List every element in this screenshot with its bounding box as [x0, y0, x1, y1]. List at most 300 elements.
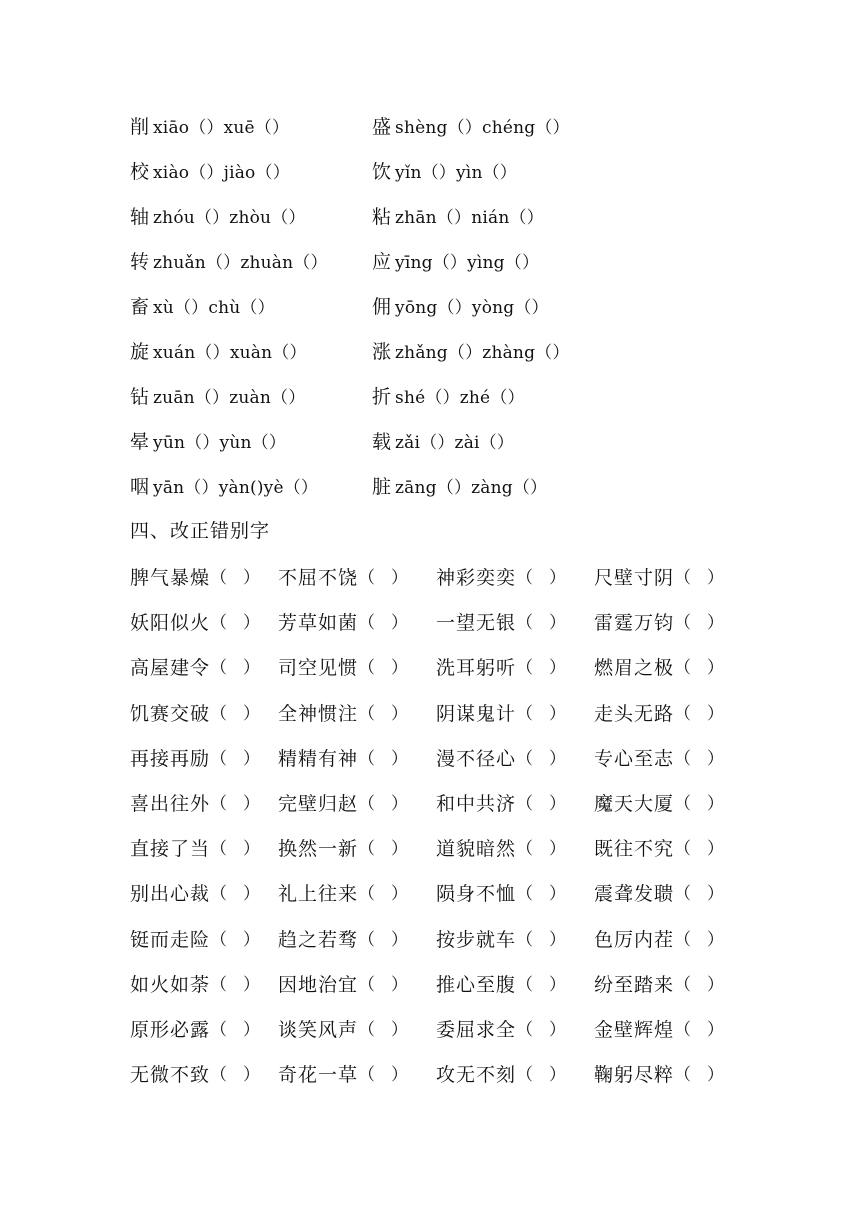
open-paren: （	[210, 613, 228, 634]
pinyin-item	[372, 157, 517, 188]
open-paren: （	[358, 658, 376, 679]
open-paren: （	[674, 1019, 692, 1040]
open-paren: （	[210, 974, 228, 995]
idiom-text: 趋之若骛	[278, 928, 359, 951]
answer-blank[interactable]	[210, 1015, 266, 1045]
idiom-item	[436, 699, 572, 729]
idiom-item	[594, 879, 730, 909]
idiom-text: 喜出往外	[130, 792, 211, 815]
open-paren: （	[358, 1019, 376, 1040]
pinyin-item	[372, 382, 525, 413]
pinyin-item	[130, 427, 286, 458]
pinyin-options[interactable]: xuán（）xuàn（）	[153, 343, 307, 363]
answer-blank[interactable]	[674, 608, 730, 638]
open-paren: （	[210, 748, 228, 769]
answer-blank[interactable]	[516, 1015, 572, 1045]
pinyin-options[interactable]: yūn（）yùn（）	[153, 433, 287, 453]
close-paren: ）	[243, 568, 261, 588]
idiom-text: 铤而走险	[130, 928, 211, 951]
open-paren: （	[516, 1019, 534, 1040]
polyphonic-character: 应	[372, 251, 392, 273]
pinyin-row	[130, 382, 730, 427]
close-paren: ）	[707, 884, 725, 905]
idiom-text: 金壁辉煌	[594, 1018, 675, 1041]
idiom-item	[594, 653, 730, 683]
idiom-text: 尺壁寸阴	[594, 567, 675, 589]
pinyin-row	[130, 427, 730, 472]
idiom-text: 魔天大厦	[594, 792, 675, 815]
answer-blank[interactable]	[210, 925, 266, 955]
open-paren: （	[674, 839, 692, 860]
pinyin-options[interactable]: xù（）chù（）	[153, 298, 275, 318]
answer-blank[interactable]	[516, 699, 572, 729]
idiom-row	[130, 653, 740, 698]
idiom-text: 司空见惯	[278, 657, 359, 680]
pinyin-options[interactable]: zuān（）zuàn（）	[153, 388, 306, 408]
answer-blank[interactable]	[516, 879, 572, 909]
idiom-text: 无微不致	[130, 1064, 211, 1087]
pinyin-options[interactable]: zhān（）nián（）	[395, 208, 544, 228]
idiom-text: 纷至踏来	[594, 973, 675, 996]
close-paren: ）	[391, 1019, 409, 1040]
answer-blank[interactable]	[674, 744, 730, 774]
idiom-text: 神彩奕奕	[436, 567, 517, 589]
idiom-item	[130, 653, 266, 683]
open-paren: （	[516, 793, 534, 814]
polyphonic-character: 饮	[372, 161, 392, 183]
answer-blank[interactable]	[358, 970, 414, 1000]
close-paren: ）	[549, 974, 567, 995]
idiom-item	[130, 789, 266, 819]
open-paren: （	[674, 613, 692, 634]
close-paren: ）	[243, 748, 261, 769]
open-paren: （	[674, 658, 692, 679]
answer-blank[interactable]	[210, 970, 266, 1000]
pinyin-options[interactable]: zhǎng（）zhàng（）	[395, 343, 570, 363]
answer-blank[interactable]	[210, 1060, 266, 1090]
close-paren: ）	[549, 703, 567, 724]
idiom-item	[594, 699, 730, 729]
close-paren: ）	[549, 1019, 567, 1040]
open-paren: （	[674, 929, 692, 950]
answer-blank[interactable]	[210, 608, 266, 638]
idiom-text: 高屋建令	[130, 657, 211, 680]
close-paren: ）	[707, 1019, 725, 1040]
open-paren: （	[210, 1019, 228, 1040]
close-paren: ）	[243, 929, 261, 950]
pinyin-options[interactable]: yǐn（）yìn（）	[395, 163, 517, 183]
close-paren: ）	[243, 658, 261, 679]
close-paren: ）	[549, 748, 567, 769]
open-paren: （	[358, 568, 376, 588]
idiom-item	[130, 834, 266, 864]
idiom-item	[130, 1015, 266, 1045]
idiom-item	[278, 789, 414, 819]
pinyin-item	[372, 292, 549, 323]
pinyin-row	[130, 112, 730, 157]
close-paren: ）	[243, 884, 261, 905]
open-paren: （	[358, 929, 376, 950]
pinyin-row	[130, 202, 730, 247]
answer-blank[interactable]	[674, 925, 730, 955]
polyphonic-character: 转	[130, 251, 150, 273]
pinyin-options[interactable]: zǎi（）zài（）	[395, 433, 515, 453]
open-paren: （	[358, 884, 376, 905]
idiom-text: 礼上往来	[278, 883, 359, 906]
answer-blank[interactable]	[358, 925, 414, 955]
polyphonic-character: 佣	[372, 296, 392, 318]
idiom-item	[594, 925, 730, 955]
pinyin-options[interactable]: zāng（）zàng（）	[395, 478, 548, 498]
answer-blank[interactable]	[516, 970, 572, 1000]
close-paren: ）	[549, 568, 567, 588]
idiom-text: 鞠躬尽粹	[594, 1064, 675, 1087]
pinyin-exercise	[130, 112, 730, 517]
idiom-item	[278, 653, 414, 683]
close-paren: ）	[707, 929, 725, 950]
idiom-item	[278, 1060, 414, 1090]
answer-blank[interactable]	[358, 744, 414, 774]
idiom-item	[278, 744, 414, 774]
idiom-item	[278, 970, 414, 1000]
open-paren: （	[674, 884, 692, 905]
open-paren: （	[358, 703, 376, 724]
answer-blank[interactable]	[674, 970, 730, 1000]
pinyin-item	[130, 337, 307, 368]
polyphonic-character: 旋	[130, 341, 150, 363]
answer-blank[interactable]	[674, 699, 730, 729]
pinyin-item	[372, 337, 570, 368]
close-paren: ）	[243, 974, 261, 995]
open-paren: （	[674, 703, 692, 724]
idiom-item	[594, 834, 730, 864]
idiom-text: 震聋发聩	[594, 883, 675, 906]
pinyin-item	[372, 427, 514, 458]
idiom-text: 走头无路	[594, 702, 675, 725]
open-paren: （	[210, 568, 228, 588]
idiom-text: 不屈不饶	[278, 567, 359, 589]
pinyin-item	[130, 382, 305, 413]
idiom-text: 雷霆万钧	[594, 612, 675, 635]
answer-blank[interactable]	[358, 879, 414, 909]
polyphonic-character: 削	[130, 116, 150, 138]
pinyin-options[interactable]: xiào（）jiào（）	[153, 163, 290, 183]
answer-blank[interactable]	[358, 699, 414, 729]
idiom-text: 换然一新	[278, 838, 359, 861]
idiom-text: 全神惯注	[278, 702, 359, 725]
close-paren: ）	[391, 974, 409, 995]
close-paren: ）	[391, 929, 409, 950]
idiom-text: 陨身不恤	[436, 883, 517, 906]
open-paren: （	[516, 929, 534, 950]
open-paren: （	[210, 884, 228, 905]
idiom-text: 专心至志	[594, 747, 675, 770]
close-paren: ）	[391, 748, 409, 769]
polyphonic-character: 脏	[372, 476, 392, 498]
pinyin-options[interactable]: zhóu（）zhòu（）	[153, 208, 306, 228]
idiom-item	[130, 1060, 266, 1090]
answer-blank[interactable]	[210, 563, 266, 593]
open-paren: （	[358, 974, 376, 995]
pinyin-item	[130, 202, 306, 233]
close-paren: ）	[707, 703, 725, 724]
section-heading: 四、改正错别字	[130, 520, 271, 542]
answer-blank[interactable]	[358, 1060, 414, 1090]
pinyin-options[interactable]: yān（）yàn()yè（）	[153, 478, 319, 498]
idiom-item	[278, 879, 414, 909]
polyphonic-character: 盛	[372, 116, 392, 138]
idiom-text: 道貌暗然	[436, 838, 517, 861]
answer-blank[interactable]	[358, 789, 414, 819]
open-paren: （	[674, 748, 692, 769]
idiom-item	[436, 653, 572, 683]
pinyin-options[interactable]: shé（）zhé（）	[395, 388, 525, 408]
close-paren: ）	[549, 658, 567, 679]
close-paren: ）	[391, 1065, 409, 1086]
answer-blank[interactable]	[516, 1060, 572, 1090]
close-paren: ）	[391, 884, 409, 905]
close-paren: ）	[391, 839, 409, 860]
polyphonic-character: 载	[372, 431, 392, 453]
idiom-row	[130, 834, 740, 879]
idiom-item	[130, 563, 266, 593]
idiom-text: 谈笑风声	[278, 1018, 359, 1041]
open-paren: （	[210, 658, 228, 679]
idiom-text: 芳草如菌	[278, 612, 359, 635]
pinyin-row	[130, 337, 730, 382]
polyphonic-character: 畜	[130, 296, 150, 318]
idiom-text: 洗耳躬听	[436, 657, 517, 680]
pinyin-options[interactable]: shèng（）chéng（）	[395, 118, 570, 138]
open-paren: （	[516, 658, 534, 679]
idiom-item	[130, 699, 266, 729]
answer-blank[interactable]	[674, 789, 730, 819]
answer-blank[interactable]	[358, 563, 414, 593]
open-paren: （	[210, 839, 228, 860]
idiom-row	[130, 699, 740, 744]
idiom-row	[130, 1015, 740, 1060]
answer-blank[interactable]	[358, 608, 414, 638]
pinyin-item	[130, 157, 290, 188]
answer-blank[interactable]	[210, 789, 266, 819]
pinyin-item	[130, 292, 275, 323]
idiom-text: 委屈求全	[436, 1018, 517, 1041]
answer-blank[interactable]	[210, 744, 266, 774]
open-paren: （	[516, 568, 534, 588]
open-paren: （	[358, 1065, 376, 1086]
answer-blank[interactable]	[516, 834, 572, 864]
pinyin-options[interactable]: zhuǎn（）zhuàn（）	[153, 253, 328, 273]
answer-blank[interactable]	[516, 563, 572, 593]
close-paren: ）	[707, 568, 725, 588]
close-paren: ）	[707, 748, 725, 769]
idiom-text: 精精有神	[278, 747, 359, 770]
idiom-item	[594, 1015, 730, 1045]
open-paren: （	[210, 703, 228, 724]
idiom-row	[130, 744, 740, 789]
close-paren: ）	[243, 839, 261, 860]
open-paren: （	[516, 748, 534, 769]
open-paren: （	[358, 839, 376, 860]
polyphonic-character: 粘	[372, 206, 392, 228]
close-paren: ）	[549, 884, 567, 905]
answer-blank[interactable]	[358, 1015, 414, 1045]
pinyin-row	[130, 157, 730, 202]
close-paren: ）	[707, 974, 725, 995]
polyphonic-character: 晕	[130, 431, 150, 453]
idiom-text: 既往不究	[594, 838, 675, 861]
idiom-item	[436, 608, 572, 638]
close-paren: ）	[243, 703, 261, 724]
idiom-item	[278, 563, 414, 593]
idiom-item	[594, 1060, 730, 1090]
open-paren: （	[516, 1065, 534, 1086]
close-paren: ）	[707, 613, 725, 634]
pinyin-row	[130, 472, 730, 517]
idiom-item	[594, 608, 730, 638]
idiom-text: 别出心裁	[130, 883, 211, 906]
idiom-text: 直接了当	[130, 838, 211, 861]
close-paren: ）	[549, 929, 567, 950]
idiom-item	[436, 1060, 572, 1090]
close-paren: ）	[243, 613, 261, 634]
idiom-item	[436, 744, 572, 774]
close-paren: ）	[243, 793, 261, 814]
idiom-text: 推心至腹	[436, 973, 517, 996]
open-paren: （	[516, 613, 534, 634]
pinyin-item	[372, 202, 544, 233]
open-paren: （	[358, 793, 376, 814]
open-paren: （	[516, 703, 534, 724]
open-paren: （	[674, 793, 692, 814]
close-paren: ）	[391, 658, 409, 679]
open-paren: （	[210, 1065, 228, 1086]
polyphonic-character: 涨	[372, 341, 392, 363]
close-paren: ）	[391, 568, 409, 588]
open-paren: （	[516, 974, 534, 995]
idiom-item	[130, 608, 266, 638]
pinyin-options[interactable]: yōng（）yòng（）	[395, 298, 549, 318]
idiom-row	[130, 608, 740, 653]
answer-blank[interactable]	[516, 608, 572, 638]
idiom-text: 按步就车	[436, 928, 517, 951]
answer-blank[interactable]	[516, 744, 572, 774]
answer-blank[interactable]	[210, 834, 266, 864]
answer-blank[interactable]	[516, 789, 572, 819]
pinyin-options[interactable]: xiāo（）xuē（）	[153, 118, 290, 138]
open-paren: （	[358, 748, 376, 769]
idiom-text: 原形必露	[130, 1018, 211, 1041]
pinyin-options[interactable]: yīng（）yìng（）	[395, 253, 540, 273]
answer-blank[interactable]	[358, 834, 414, 864]
close-paren: ）	[391, 703, 409, 724]
close-paren: ）	[549, 1065, 567, 1086]
open-paren: （	[674, 1065, 692, 1086]
polyphonic-character: 咽	[130, 476, 150, 498]
idiom-item	[594, 563, 730, 593]
pinyin-row	[130, 292, 730, 337]
polyphonic-character: 轴	[130, 206, 150, 228]
pinyin-item	[372, 112, 570, 143]
idiom-item	[594, 970, 730, 1000]
answer-blank[interactable]	[674, 1015, 730, 1045]
open-paren: （	[210, 929, 228, 950]
close-paren: ）	[549, 613, 567, 634]
idiom-text: 妖阳似火	[130, 612, 211, 635]
idiom-text: 和中共济	[436, 792, 517, 815]
idiom-row	[130, 970, 740, 1015]
idiom-row	[130, 789, 740, 834]
idiom-row	[130, 1060, 740, 1105]
idiom-item	[278, 608, 414, 638]
pinyin-item	[372, 247, 539, 278]
idiom-item	[278, 1015, 414, 1045]
idiom-correction-exercise	[130, 563, 740, 1105]
answer-blank[interactable]	[516, 925, 572, 955]
idiom-item	[278, 834, 414, 864]
idiom-item	[130, 879, 266, 909]
idiom-item	[436, 834, 572, 864]
idiom-text: 如火如荼	[130, 973, 211, 996]
close-paren: ）	[707, 793, 725, 814]
idiom-item	[130, 925, 266, 955]
idiom-text: 饥赛交破	[130, 702, 211, 725]
close-paren: ）	[391, 793, 409, 814]
open-paren: （	[516, 839, 534, 860]
idiom-text: 脾气暴燥	[130, 567, 211, 589]
idiom-text: 阴谋鬼计	[436, 702, 517, 725]
answer-blank[interactable]	[210, 879, 266, 909]
answer-blank[interactable]	[358, 653, 414, 683]
idiom-row	[130, 879, 740, 924]
open-paren: （	[210, 793, 228, 814]
answer-blank[interactable]	[674, 563, 730, 593]
open-paren: （	[674, 974, 692, 995]
close-paren: ）	[707, 839, 725, 860]
idiom-text: 攻无不刻	[436, 1064, 517, 1087]
answer-blank[interactable]	[516, 653, 572, 683]
idiom-item	[436, 789, 572, 819]
pinyin-item	[130, 247, 328, 278]
idiom-text: 一望无银	[436, 612, 517, 635]
idiom-item	[594, 744, 730, 774]
close-paren: ）	[707, 658, 725, 679]
answer-blank[interactable]	[210, 653, 266, 683]
answer-blank[interactable]	[674, 879, 730, 909]
open-paren: （	[358, 613, 376, 634]
answer-blank[interactable]	[674, 1060, 730, 1090]
close-paren: ）	[549, 793, 567, 814]
idiom-row	[130, 563, 740, 608]
idiom-item	[130, 744, 266, 774]
close-paren: ）	[243, 1065, 261, 1086]
pinyin-item	[372, 472, 547, 503]
polyphonic-character: 钻	[130, 386, 150, 408]
answer-blank[interactable]	[210, 699, 266, 729]
answer-blank[interactable]	[674, 834, 730, 864]
idiom-item	[436, 1015, 572, 1045]
idiom-item	[594, 789, 730, 819]
idiom-text: 完壁归赵	[278, 792, 359, 815]
idiom-row	[130, 925, 740, 970]
idiom-item	[278, 925, 414, 955]
answer-blank[interactable]	[674, 653, 730, 683]
idiom-text: 因地治宜	[278, 973, 359, 996]
close-paren: ）	[707, 1065, 725, 1086]
close-paren: ）	[243, 1019, 261, 1040]
idiom-text: 色厉内茬	[594, 928, 675, 951]
polyphonic-character: 校	[130, 161, 150, 183]
